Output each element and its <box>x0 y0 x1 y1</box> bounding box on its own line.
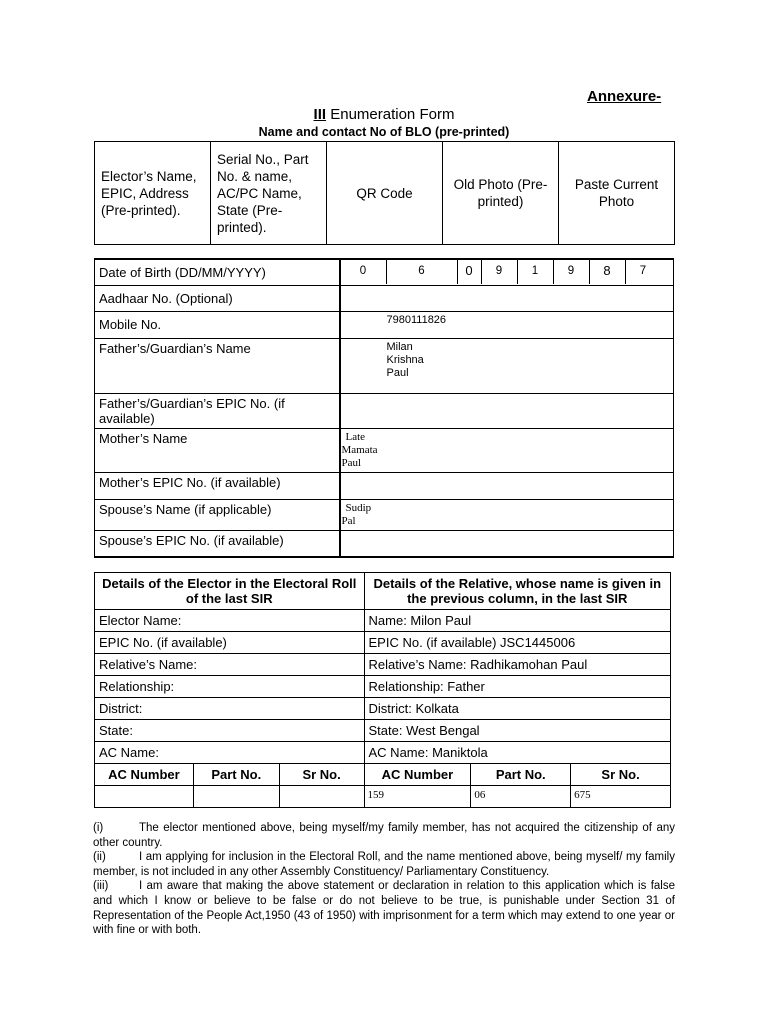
relative-ac-number-header: AC Number <box>364 764 471 786</box>
mother-name-line: Late <box>345 430 366 443</box>
relative-ac-number-field[interactable]: 159 <box>364 786 471 808</box>
dob-digit[interactable]: 7 <box>639 265 647 277</box>
dob-digit[interactable]: 9 <box>554 260 590 284</box>
aadhaar-field[interactable] <box>340 285 674 311</box>
father-name-line: Paul <box>386 366 409 379</box>
declaration-item <box>93 821 675 850</box>
dob-digit[interactable]: 9 <box>482 260 518 284</box>
mobile-field[interactable] <box>340 311 674 338</box>
spouse-name-field[interactable] <box>340 499 674 530</box>
detail-right-cell: Relative’s Name: Radhikamohan Paul <box>364 654 670 676</box>
relative-sr-no-field[interactable]: 675 <box>571 786 671 808</box>
spouse-name-line: Sudip <box>345 501 372 514</box>
declaration-text: The elector mentioned above, being myself/my family member, has not acquired the citizenship of any other country. <box>93 822 675 849</box>
electoral-roll-details-table <box>94 572 671 808</box>
elector-preprinted-cell: Elector’s Name, EPIC, Address (Pre-printed). <box>95 142 211 245</box>
dob-digit[interactable]: 0 <box>341 260 387 284</box>
spouse-name-label: Spouse’s Name (if applicable) <box>95 499 340 530</box>
declaration-text: I am aware that making the above statement or declaration in relation to this application which is false and which I know or believe to be false or do not believe to be true, is punishable under Section 31 of Representation of the People Act,1950 (43 of 1950) with imprisonment for a term which may extend to one year or with fine or with both. <box>93 880 675 937</box>
mobile-value: 7980111826 <box>386 313 447 326</box>
elector-details-header: Details of the Elector in the Electoral Roll of the last SIR <box>95 573 365 610</box>
father-name-line: Krishna <box>386 353 424 366</box>
mother-epic-label: Mother’s EPIC No. (if available) <box>95 472 340 499</box>
ac-number-field[interactable] <box>95 786 194 808</box>
father-epic-field[interactable] <box>340 393 674 428</box>
relative-part-no-header: Part No. <box>471 764 571 786</box>
detail-left-cell: District: <box>95 698 365 720</box>
blo-subtitle: Name and contact No of BLO (pre-printed) <box>258 125 510 139</box>
old-photo-cell: Old Photo (Pre-printed) <box>443 142 559 245</box>
personal-details-table <box>94 258 674 558</box>
aadhaar-label: Aadhaar No. (Optional) <box>95 285 340 311</box>
father-name-label: Father’s/Guardian’s Name <box>95 338 340 393</box>
sr-no-field[interactable] <box>279 786 364 808</box>
mother-name-line: Mamata <box>341 443 378 456</box>
detail-right-cell: State: West Bengal <box>364 720 670 742</box>
preprinted-info-table <box>94 141 675 245</box>
dob-digit[interactable]: 8 <box>590 260 626 284</box>
dob-digit[interactable]: 0 <box>458 260 482 284</box>
spouse-epic-field[interactable] <box>340 530 674 557</box>
detail-left-cell: Relationship: <box>95 676 365 698</box>
detail-left-cell: State: <box>95 720 365 742</box>
title-prefix: III <box>313 106 327 123</box>
relative-part-no-field[interactable]: 06 <box>471 786 571 808</box>
detail-right-cell: Relationship: Father <box>364 676 670 698</box>
detail-left-cell: AC Name: <box>95 742 365 764</box>
dob-digit[interactable]: 6 <box>387 260 458 284</box>
declaration-number: (iii) <box>93 880 109 893</box>
declarations <box>93 821 675 938</box>
serial-preprinted-cell: Serial No., Part No. & name, AC/PC Name, State (Pre-printed). <box>211 142 327 245</box>
mobile-label: Mobile No. <box>95 311 340 338</box>
dob-digit-boxes <box>341 260 674 284</box>
dob-label: Date of Birth (DD/MM/YYYY) <box>95 259 340 285</box>
current-photo-cell: Paste Current Photo <box>559 142 675 245</box>
relative-sr-no-header: Sr No. <box>571 764 671 786</box>
declaration-text: I am applying for inclusion in the Electoral Roll, and the name mentioned above, being myself/ my family member, is not included in any other Assembly Constituency/ Parliamentary Constituency. <box>93 851 675 878</box>
spouse-epic-label: Spouse’s EPIC No. (if available) <box>95 530 340 557</box>
spouse-name-line: Pal <box>341 514 356 527</box>
dob-digit[interactable]: 1 <box>518 260 554 284</box>
part-no-field[interactable] <box>193 786 279 808</box>
mother-name-field[interactable] <box>340 428 674 472</box>
mother-name-label: Mother’s Name <box>95 428 340 472</box>
form-title <box>0 106 768 123</box>
sr-no-header: Sr No. <box>279 764 364 786</box>
declaration-item <box>93 850 675 879</box>
mother-name-line: Paul <box>341 456 362 469</box>
title-rest: Enumeration Form <box>326 106 455 123</box>
detail-left-cell: Relative’s Name: <box>95 654 365 676</box>
declaration-number: (ii) <box>93 851 106 864</box>
relative-details-header: Details of the Relative, whose name is given in the previous column, in the last SIR <box>364 573 670 610</box>
father-name-field[interactable] <box>340 338 674 393</box>
detail-right-cell: District: Kolkata <box>364 698 670 720</box>
father-epic-label: Father’s/Guardian’s EPIC No. (if available) <box>95 393 340 428</box>
annexure-label: Annexure- <box>587 88 662 105</box>
detail-left-cell: Elector Name: <box>95 610 365 632</box>
detail-right-cell: Name: Milon Paul <box>364 610 670 632</box>
qr-code-cell: QR Code <box>327 142 443 245</box>
mother-epic-field[interactable] <box>340 472 674 499</box>
ac-number-header: AC Number <box>95 764 194 786</box>
detail-right-cell: AC Name: Maniktola <box>364 742 670 764</box>
declaration-item <box>93 879 675 937</box>
dob-field[interactable] <box>340 259 674 285</box>
detail-left-cell: EPIC No. (if available) <box>95 632 365 654</box>
part-no-header: Part No. <box>193 764 279 786</box>
declaration-number: (i) <box>93 822 104 834</box>
father-name-line: Milan <box>386 340 413 353</box>
detail-right-cell: EPIC No. (if available) JSC1445006 <box>364 632 670 654</box>
